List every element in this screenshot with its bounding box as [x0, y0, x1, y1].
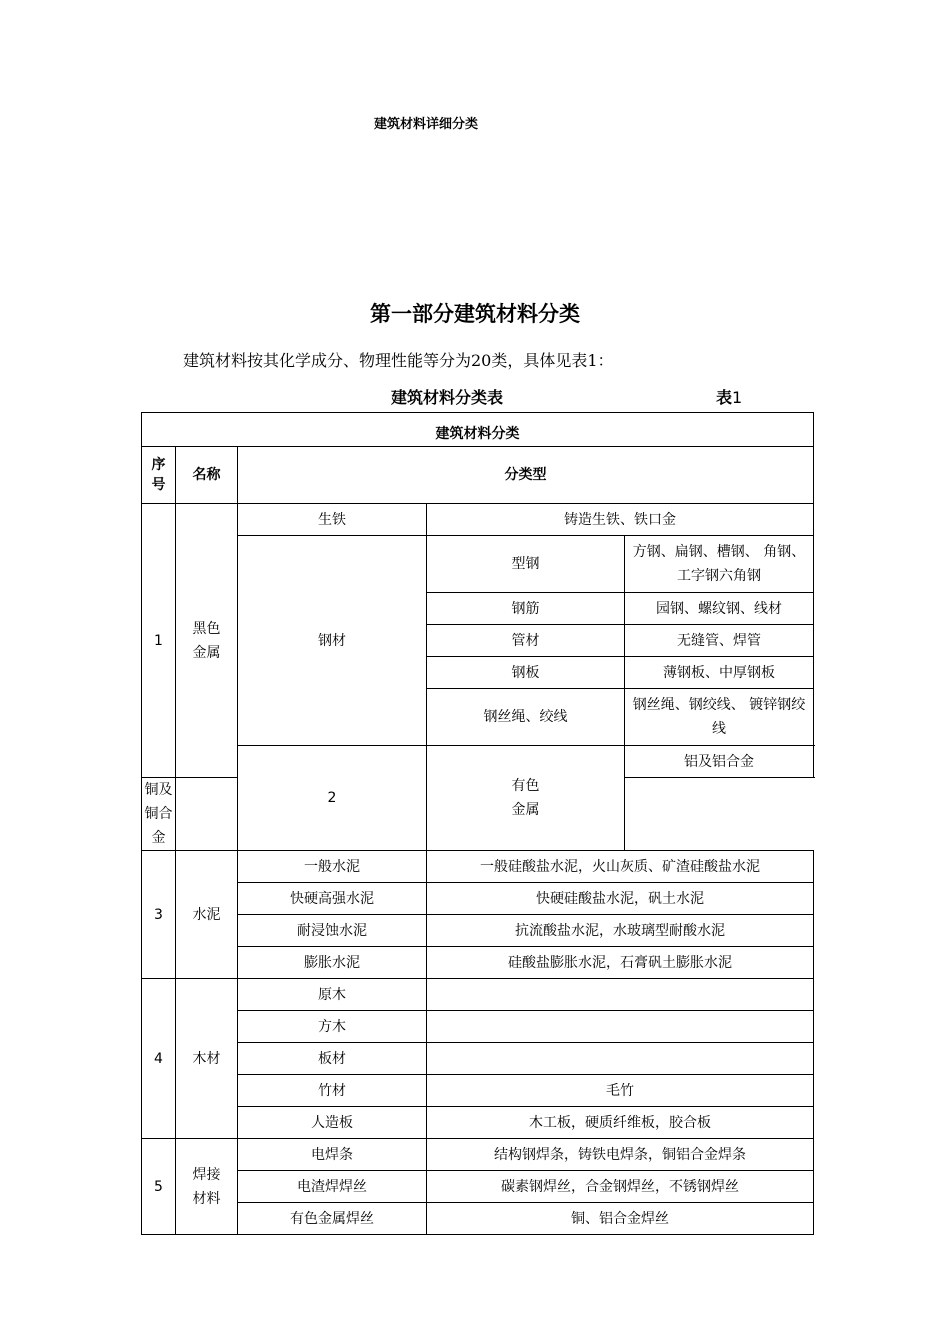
subtype-cell: 管材 [427, 625, 625, 657]
subtype-cell: 耐浸蚀水泥 [238, 915, 427, 947]
subtype-cell: 型钢 [427, 536, 625, 593]
column-header-type: 分类型 [238, 447, 814, 504]
table-column-header-row [142, 447, 814, 504]
detail-cell [176, 778, 427, 851]
subtype-cell: 电渣焊焊丝 [238, 1171, 427, 1203]
detail-cell: 硅酸盐膨胀水泥，石膏矾土膨胀水泥 [427, 947, 814, 979]
material-name-line1: 黑色 [192, 620, 221, 637]
material-name-line1: 有色 [511, 778, 540, 794]
table-row [142, 915, 814, 947]
detail-cell: 方钢、扁钢、槽钢、 角钢、工字钢六角钢 [625, 536, 814, 593]
detail-cell: 毛竹 [427, 1075, 814, 1107]
material-name [427, 746, 625, 851]
detail-cell: 铸造生铁、铁口金 [427, 504, 814, 536]
table-caption: 建筑材料分类表 [391, 388, 504, 407]
subtype-cell: 竹材 [238, 1075, 427, 1107]
detail-cell: 无缝管、焊管 [625, 625, 814, 657]
table-number-label: 表 [716, 388, 733, 407]
subtype-cell: 生铁 [238, 504, 427, 536]
subtype-cell: 方木 [238, 1011, 427, 1043]
row-number: 1 [142, 504, 176, 778]
subtype-cell: 电焊条 [238, 1139, 427, 1171]
detail-cell: 快硬硅酸盐水泥，矾土水泥 [427, 883, 814, 915]
detail-cell: 一般硅酸盐水泥，火山灰质、矿渣硅酸盐水泥 [427, 851, 814, 883]
subtype-cell: 钢材 [238, 536, 427, 746]
subtype-cell: 钢筋 [427, 593, 625, 625]
column-header-seq [142, 447, 176, 504]
table-row [142, 1171, 814, 1203]
row-number: 2 [238, 746, 427, 851]
column-header-seq-line2: 号 [151, 477, 166, 493]
table-row [142, 947, 814, 979]
table-row [142, 1139, 814, 1171]
detail-cell [427, 979, 814, 1011]
table-row [142, 1043, 814, 1075]
detail-cell: 结构钢焊条，铸铁电焊条，铜铝合金焊条 [427, 1139, 814, 1171]
subtype-cell: 钢板 [427, 657, 625, 689]
detail-cell: 铜、铝合金焊丝 [427, 1203, 814, 1235]
detail-cell: 园钢、螺纹钢、线材 [625, 593, 814, 625]
subtype-cell: 板材 [238, 1043, 427, 1075]
table-header-row [142, 413, 814, 447]
material-name-line2: 金属 [192, 644, 221, 661]
detail-cell [427, 1011, 814, 1043]
subtype-cell: 钢丝绳、绞线 [427, 689, 625, 746]
material-name: 木材 [176, 979, 238, 1139]
material-name [176, 1139, 238, 1235]
detail-cell [427, 1043, 814, 1075]
intro-paragraph: 建筑材料按其化学成分、物理性能等分为20类，具体见表1： [183, 351, 614, 370]
materials-table [141, 412, 814, 1235]
row-number: 3 [142, 851, 176, 979]
material-name-line1: 焊接 [192, 1166, 221, 1183]
subtype-cell: 膨胀水泥 [238, 947, 427, 979]
table-row [142, 1011, 814, 1043]
detail-cell: 木工板，硬质纤维板，胶合板 [427, 1107, 814, 1139]
part-title: 第一部分建筑材料分类 [370, 302, 580, 326]
table-row [142, 1107, 814, 1139]
table-row [142, 1203, 814, 1235]
subtype-cell: 快硬高强水泥 [238, 883, 427, 915]
column-header-seq-line1: 序 [151, 457, 166, 473]
material-name-line2: 材料 [192, 1190, 221, 1207]
table-row [142, 979, 814, 1011]
table-row [142, 883, 814, 915]
subtype-cell: 原木 [238, 979, 427, 1011]
table-row [142, 851, 814, 883]
document-top-title: 建筑材料详细分类 [374, 117, 479, 132]
subtype-cell: 人造板 [238, 1107, 427, 1139]
column-header-name: 名称 [176, 447, 238, 504]
row-number: 4 [142, 979, 176, 1139]
table-number-value: 1 [732, 388, 743, 407]
detail-cell: 碳素钢焊丝，合金钢焊丝，不锈钢焊丝 [427, 1171, 814, 1203]
material-name: 水泥 [176, 851, 238, 979]
table-row [142, 536, 814, 593]
detail-cell: 薄钢板、中厚钢板 [625, 657, 814, 689]
detail-cell: 钢丝绳、钢绞线、 镀锌钢绞线 [625, 689, 814, 746]
subtype-cell: 铝及铝合金 [625, 746, 814, 778]
subtype-cell: 铜及铜合金 [142, 778, 176, 851]
subtype-cell: 有色金属焊丝 [238, 1203, 427, 1235]
table-header-main: 建筑材料分类 [142, 413, 814, 447]
material-name-line2: 金属 [511, 802, 540, 818]
material-name [176, 504, 238, 778]
table-row [142, 504, 814, 536]
table-number [716, 385, 742, 408]
table-row [142, 1075, 814, 1107]
table-row [142, 746, 814, 778]
detail-cell: 抗流酸盐水泥，水玻璃型耐酸水泥 [427, 915, 814, 947]
row-number: 5 [142, 1139, 176, 1235]
subtype-cell: 一般水泥 [238, 851, 427, 883]
